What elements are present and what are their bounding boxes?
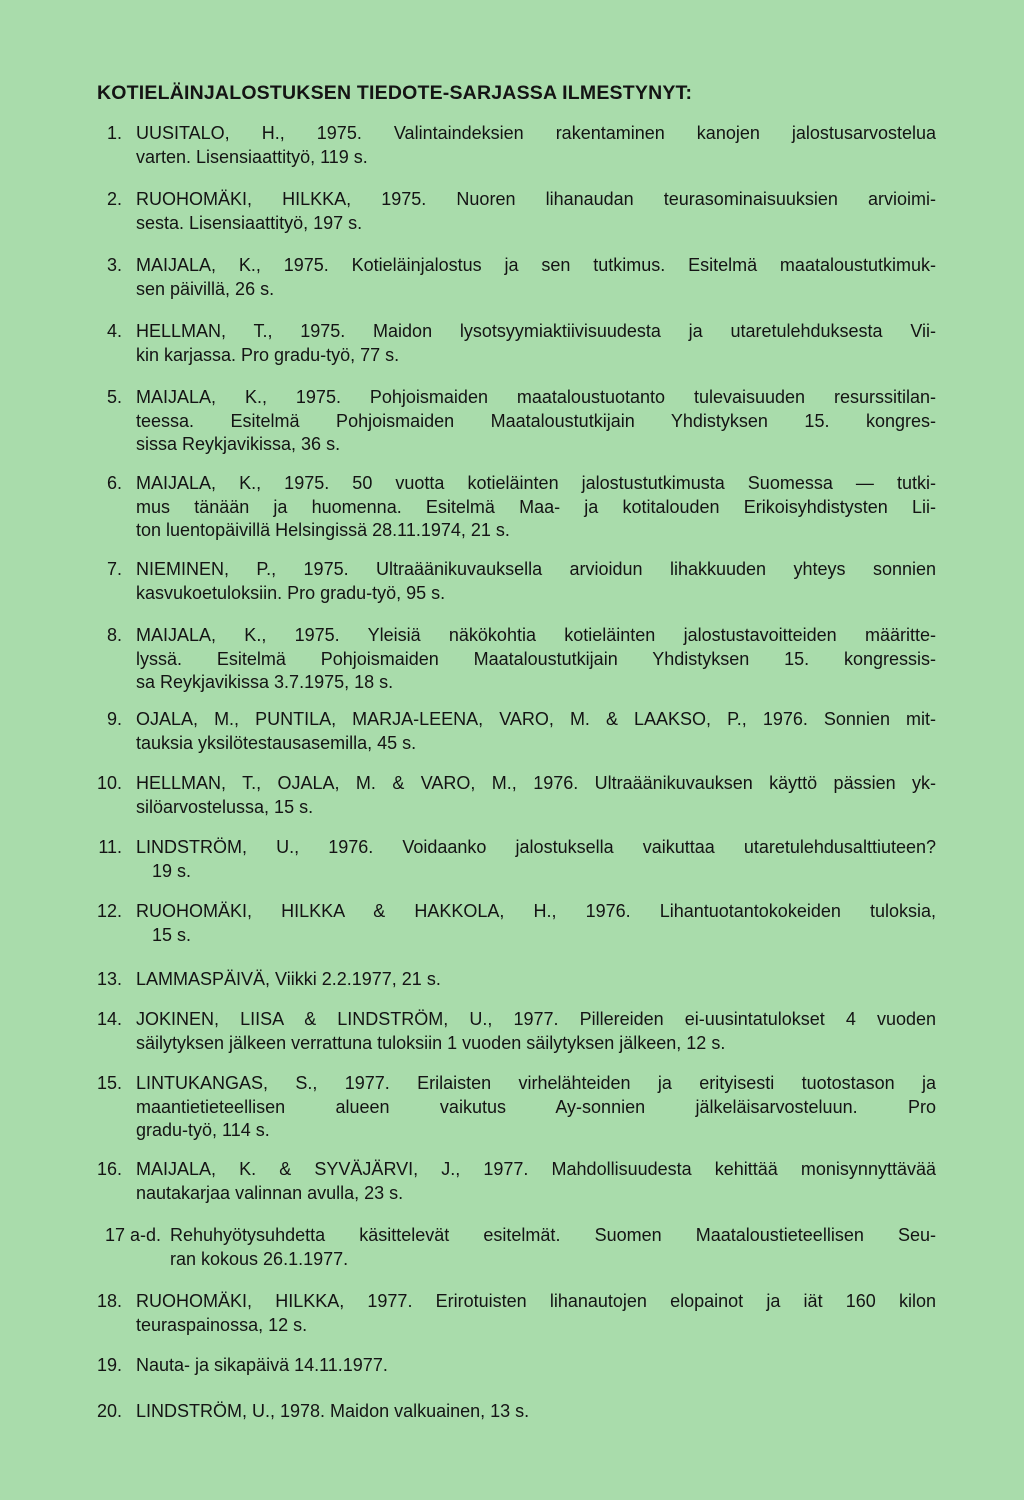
item-number: 15. <box>96 1073 122 1093</box>
item-number: 11. <box>98 837 122 857</box>
item-number: 8. <box>106 625 122 645</box>
item-line: RUOHOMÄKI, HILKKA, 1977. Erirotuisten lihanautojen elopainot ja iät 160 kilon <box>136 1291 936 1311</box>
item-line: RUOHOMÄKI, HILKKA & HAKKOLA, H., 1976. Lihantuotantokokeiden tuloksia, <box>136 901 936 921</box>
item-line: mus tänään ja huomenna. Esitelmä Maa- ja kotitalouden Erikoisyhdistysten Lii- <box>136 496 936 517</box>
item-number: 17 a-d. <box>105 1225 162 1245</box>
item-line: sa Reykjavikissa 3.7.1975, 18 s. <box>136 672 394 692</box>
item-line: sissa Reykjavikissa, 36 s. <box>136 434 341 454</box>
item-number: 12. <box>96 901 122 921</box>
item-line: MAIJALA, K., 1975. Kotieläinjalostus ja sen tutkimus. Esitelmä maataloustutkimuk- <box>136 255 936 275</box>
item-line: tauksia yksilötestausasemilla, 45 s. <box>136 732 417 753</box>
item-line: säilytyksen jälkeen verrattuna tuloksiin 1 vuoden säilytyksen jälkeen, 12 s. <box>136 1032 726 1053</box>
item-number: 13. <box>96 969 122 989</box>
item-number: 4. <box>106 321 122 341</box>
item-line: Nauta- ja sikapäivä 14.11.1977. <box>136 1355 388 1375</box>
item-number: 20. <box>96 1401 122 1421</box>
item-line: teessa. Esitelmä Pohjoismaiden Maataloustutkijain Yhdistyksen 15. kongres- <box>136 410 936 431</box>
item-line: RUOHOMÄKI, HILKKA, 1975. Nuoren lihanaudan teurasominaisuuksien arvioimi- <box>136 189 936 209</box>
item-line: lyssä. Esitelmä Pohjoismaiden Maataloustutkijain Yhdistyksen 15. kongressis- <box>136 648 936 669</box>
item-number: 14. <box>96 1009 122 1029</box>
item-line: varten. Lisensiaattityö, 119 s. <box>136 146 368 167</box>
item-line: MAIJALA, K., 1975. Pohjoismaiden maataloustuotanto tulevaisuuden resurssitilan- <box>136 387 936 407</box>
item-number: 7. <box>106 559 122 579</box>
item-line: Rehuhyötysuhdetta käsittelevät esitelmät. Suomen Maataloustieteellisen Seu- <box>170 1225 936 1245</box>
item-line: silöarvostelussa, 15 s. <box>136 796 314 817</box>
item-number: 9. <box>106 709 122 729</box>
item-line: MAIJALA, K., 1975. Yleisiä näkökohtia kotieläinten jalostustavoitteiden määritte- <box>136 625 936 645</box>
item-line: sesta. Lisensiaattityö, 197 s. <box>136 212 363 233</box>
item-line: HELLMAN, T., 1975. Maidon lysotsyymiaktiivisuudesta ja utaretulehduksesta Vii- <box>136 321 936 341</box>
item-number: 1. <box>106 123 122 143</box>
item-number: 5. <box>106 387 122 407</box>
item-number: 2. <box>106 189 122 209</box>
item-number: 6. <box>106 473 122 493</box>
item-line: 19 s. <box>152 860 192 881</box>
item-line: HELLMAN, T., OJALA, M. & VARO, M., 1976. Ultraäänikuvauksen käyttö pässien yk- <box>136 773 936 793</box>
item-line: 15 s. <box>152 924 192 945</box>
item-line: LINTUKANGAS, S., 1977. Erilaisten virhelähteiden ja erityisesti tuotostason ja <box>136 1073 936 1093</box>
item-number: 10. <box>96 773 122 793</box>
item-line: MAIJALA, K., 1975. 50 vuotta kotieläinten jalostustutkimusta Suomessa — tutki- <box>136 473 936 493</box>
item-line: NIEMINEN, P., 1975. Ultraäänikuvauksella arvioidun lihakkuuden yhteys sonnien <box>136 559 936 579</box>
item-line: sen päivillä, 26 s. <box>136 278 275 299</box>
item-line: kasvukoetuloksiin. Pro gradu-työ, 95 s. <box>136 582 446 603</box>
item-line: OJALA, M., PUNTILA, MARJA-LEENA, VARO, M. & LAAKSO, P., 1976. Sonnien mit- <box>136 709 936 729</box>
item-line: nautakarjaa valinnan avulla, 23 s. <box>136 1182 404 1203</box>
item-line: LINDSTRÖM, U., 1976. Voidaanko jalostuksella vaikuttaa utaretulehdusalttiuteen? <box>136 837 936 857</box>
item-line: ton luentopäivillä Helsingissä 28.11.1974, 21 s. <box>136 520 510 540</box>
item-line: teuraspainossa, 12 s. <box>136 1314 308 1335</box>
item-line: UUSITALO, H., 1975. Valintaindeksien rakentaminen kanojen jalostusarvostelua <box>136 123 936 143</box>
item-number: 18. <box>96 1291 122 1311</box>
item-line: gradu-työ, 114 s. <box>136 1120 270 1140</box>
item-line: LINDSTRÖM, U., 1978. Maidon valkuainen, 13 s. <box>136 1401 530 1421</box>
item-line: maantietieteellisen alueen vaikutus Ay-sonnien jälkeläisarvosteluun. Pro <box>136 1096 936 1117</box>
item-number: 16. <box>96 1159 122 1179</box>
item-number: 3. <box>106 255 122 275</box>
item-line: MAIJALA, K. & SYVÄJÄRVI, J., 1977. Mahdollisuudesta kehittää monisynnyttävää <box>136 1159 936 1179</box>
item-line: LAMMASPÄIVÄ, Viikki 2.2.1977, 21 s. <box>136 969 441 989</box>
series-heading: KOTIELÄINJALOSTUKSEN TIEDOTE-SARJASSA ILMESTYNYT: <box>97 82 693 104</box>
item-line: kin karjassa. Pro gradu-työ, 77 s. <box>136 344 400 365</box>
item-number: 19. <box>96 1355 122 1375</box>
item-line: ran kokous 26.1.1977. <box>170 1248 349 1269</box>
item-line: JOKINEN, LIISA & LINDSTRÖM, U., 1977. Pillereiden ei-uusintatulokset 4 vuoden <box>136 1009 936 1029</box>
